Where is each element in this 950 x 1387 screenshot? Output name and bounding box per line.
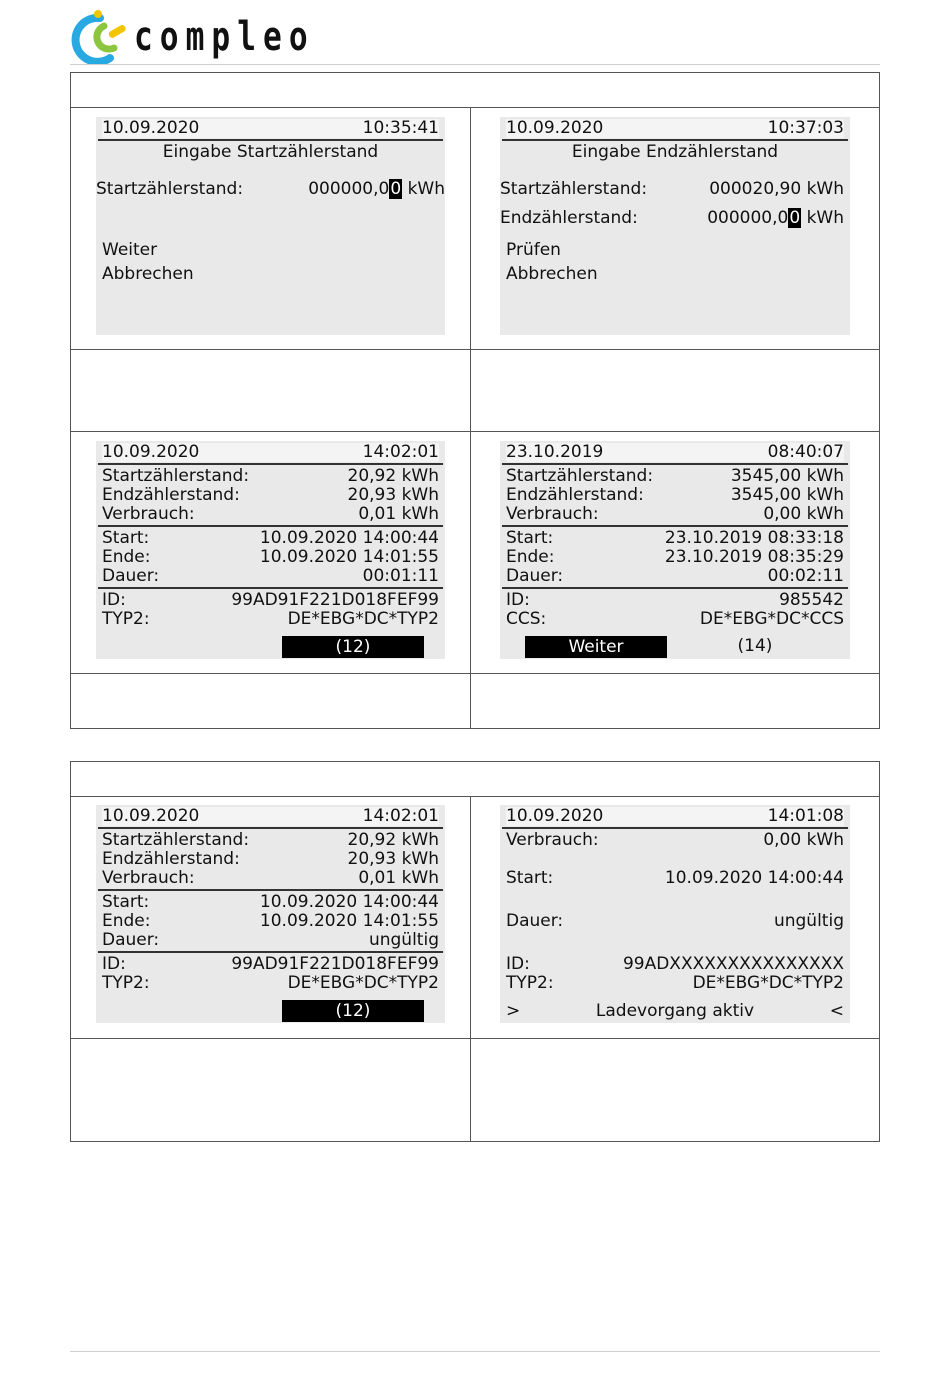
- screen-session-summary-invalid: [96, 805, 445, 1023]
- row-label: Dauer:: [506, 566, 564, 586]
- row-label: Endzählerstand:: [102, 849, 240, 869]
- brand-name: compleo: [134, 14, 315, 60]
- row-value: 00:02:11: [767, 566, 844, 586]
- row-label: ID:: [102, 954, 126, 974]
- screen-time: 08:40:07: [767, 442, 844, 462]
- menu-weiter[interactable]: Weiter: [102, 240, 158, 260]
- row-label: Endzählerstand:: [506, 485, 644, 505]
- screen-title: Eingabe Endzählerstand: [571, 142, 779, 162]
- row-label: Ende:: [102, 911, 151, 931]
- row-label: TYP2:: [102, 973, 150, 993]
- screen-session-summary-ccs: [500, 441, 850, 659]
- row-value: 20,93 kWh: [347, 485, 439, 505]
- screen-start-meter-input: [96, 117, 445, 335]
- row-value: 20,92 kWh: [347, 830, 439, 850]
- row-value: 985542: [779, 590, 844, 610]
- row-value: 00:01:11: [362, 566, 439, 586]
- screen-title: Eingabe Startzählerstand: [162, 142, 379, 162]
- start-meter-value: 000020,90 kWh: [709, 179, 844, 199]
- end-meter-value: 000000,0: [707, 208, 789, 228]
- row-label: Startzählerstand:: [102, 830, 250, 850]
- row-label: Verbrauch:: [102, 504, 195, 524]
- row-value: 3545,00 kWh: [730, 466, 844, 486]
- id-value: 99ADXXXXXXXXXXXXXXX: [622, 954, 844, 974]
- header-rule: [70, 64, 880, 65]
- row-label: Startzählerstand:: [102, 466, 250, 486]
- row-value: DE*EBG*DC*TYP2: [287, 973, 439, 993]
- row-label: ID:: [506, 590, 530, 610]
- row-value: DE*EBG*DC*TYP2: [287, 609, 439, 629]
- end-meter-label: Endzählerstand:: [500, 208, 638, 228]
- verbrauch-value: 0,00 kWh: [763, 830, 844, 850]
- row-label: Ende:: [102, 547, 151, 567]
- typ-label: TYP2:: [506, 973, 554, 993]
- row-value: 10.09.2020 14:01:55: [259, 547, 439, 567]
- row-label: Dauer:: [102, 566, 160, 586]
- row-value: 20,92 kWh: [347, 466, 439, 486]
- counter-button[interactable]: (12): [282, 1000, 424, 1022]
- screen-time: 10:35:41: [362, 118, 439, 138]
- row-value: 10.09.2020 14:00:44: [259, 528, 439, 548]
- typ-value: DE*EBG*DC*TYP2: [692, 973, 844, 993]
- start-value: 10.09.2020 14:00:44: [664, 868, 844, 888]
- screen-charging-active: [500, 805, 850, 1023]
- status-right-marker: <: [829, 1001, 844, 1021]
- row-label: CCS:: [506, 609, 547, 629]
- row-value: 99AD91F221D018FEF99: [231, 590, 439, 610]
- id-label: ID:: [506, 954, 530, 974]
- status-left-marker: >: [506, 1001, 521, 1021]
- row-value: 0,00 kWh: [763, 504, 844, 524]
- unit-label: kWh: [806, 208, 844, 228]
- screen-date: 10.09.2020: [102, 118, 200, 138]
- row-label: Start:: [102, 892, 150, 912]
- row-value: DE*EBG*DC*CCS: [699, 609, 844, 629]
- row-label: TYP2:: [102, 609, 150, 629]
- start-meter-label: Startzählerstand:: [500, 179, 648, 199]
- counter-button[interactable]: (12): [282, 636, 424, 658]
- verbrauch-label: Verbrauch:: [506, 830, 599, 850]
- row-label: Start:: [506, 528, 554, 548]
- start-meter-label: Startzählerstand:: [96, 179, 244, 199]
- row-value: 0,01 kWh: [358, 868, 439, 888]
- row-label: Startzählerstand:: [506, 466, 654, 486]
- screen-date: 10.09.2020: [102, 442, 200, 462]
- row-label: ID:: [102, 590, 126, 610]
- counter-label: (14): [737, 636, 773, 656]
- dauer-label: Dauer:: [506, 911, 564, 931]
- row-value: 0,01 kWh: [358, 504, 439, 524]
- row-label: Dauer:: [102, 930, 160, 950]
- dauer-value: ungültig: [773, 911, 844, 931]
- screen-date: 23.10.2019: [506, 442, 604, 462]
- row-value: 23.10.2019 08:35:29: [664, 547, 844, 567]
- menu-pruefen[interactable]: Prüfen: [506, 240, 561, 260]
- weiter-button[interactable]: Weiter: [525, 636, 667, 658]
- row-value: ungültig: [368, 930, 439, 950]
- row-label: Start:: [102, 528, 150, 548]
- input-cursor[interactable]: 0: [789, 208, 801, 228]
- compleo-logo: [70, 8, 370, 64]
- screen-time: 14:01:08: [767, 806, 844, 826]
- status-text: Ladevorgang aktiv: [595, 1001, 755, 1021]
- screen-date: 10.09.2020: [102, 806, 200, 826]
- menu-abbrechen[interactable]: Abbrechen: [506, 264, 598, 284]
- screen-date: 10.09.2020: [506, 118, 604, 138]
- screen-session-summary-typ2: [96, 441, 445, 659]
- screen-end-meter-input: [500, 117, 850, 335]
- screen-date: 10.09.2020: [506, 806, 604, 826]
- start-label: Start:: [506, 868, 554, 888]
- row-label: Ende:: [506, 547, 555, 567]
- input-cursor[interactable]: 0: [390, 179, 402, 199]
- row-value: 23.10.2019 08:33:18: [664, 528, 844, 548]
- row-label: Endzählerstand:: [102, 485, 240, 505]
- row-label: Verbrauch:: [102, 868, 195, 888]
- row-label: Verbrauch:: [506, 504, 599, 524]
- footer-rule: [70, 1351, 880, 1352]
- menu-abbrechen[interactable]: Abbrechen: [102, 264, 194, 284]
- row-value: 20,93 kWh: [347, 849, 439, 869]
- row-value: 10.09.2020 14:00:44: [259, 892, 439, 912]
- row-value: 99AD91F221D018FEF99: [231, 954, 439, 974]
- screen-time: 10:37:03: [767, 118, 844, 138]
- compleo-logo-icon: [70, 8, 130, 64]
- screen-time: 14:02:01: [362, 806, 439, 826]
- screen-time: 14:02:01: [362, 442, 439, 462]
- start-meter-value: 000000,0: [308, 179, 390, 199]
- row-value: 10.09.2020 14:01:55: [259, 911, 439, 931]
- unit-label: kWh: [407, 179, 445, 199]
- row-value: 3545,00 kWh: [730, 485, 844, 505]
